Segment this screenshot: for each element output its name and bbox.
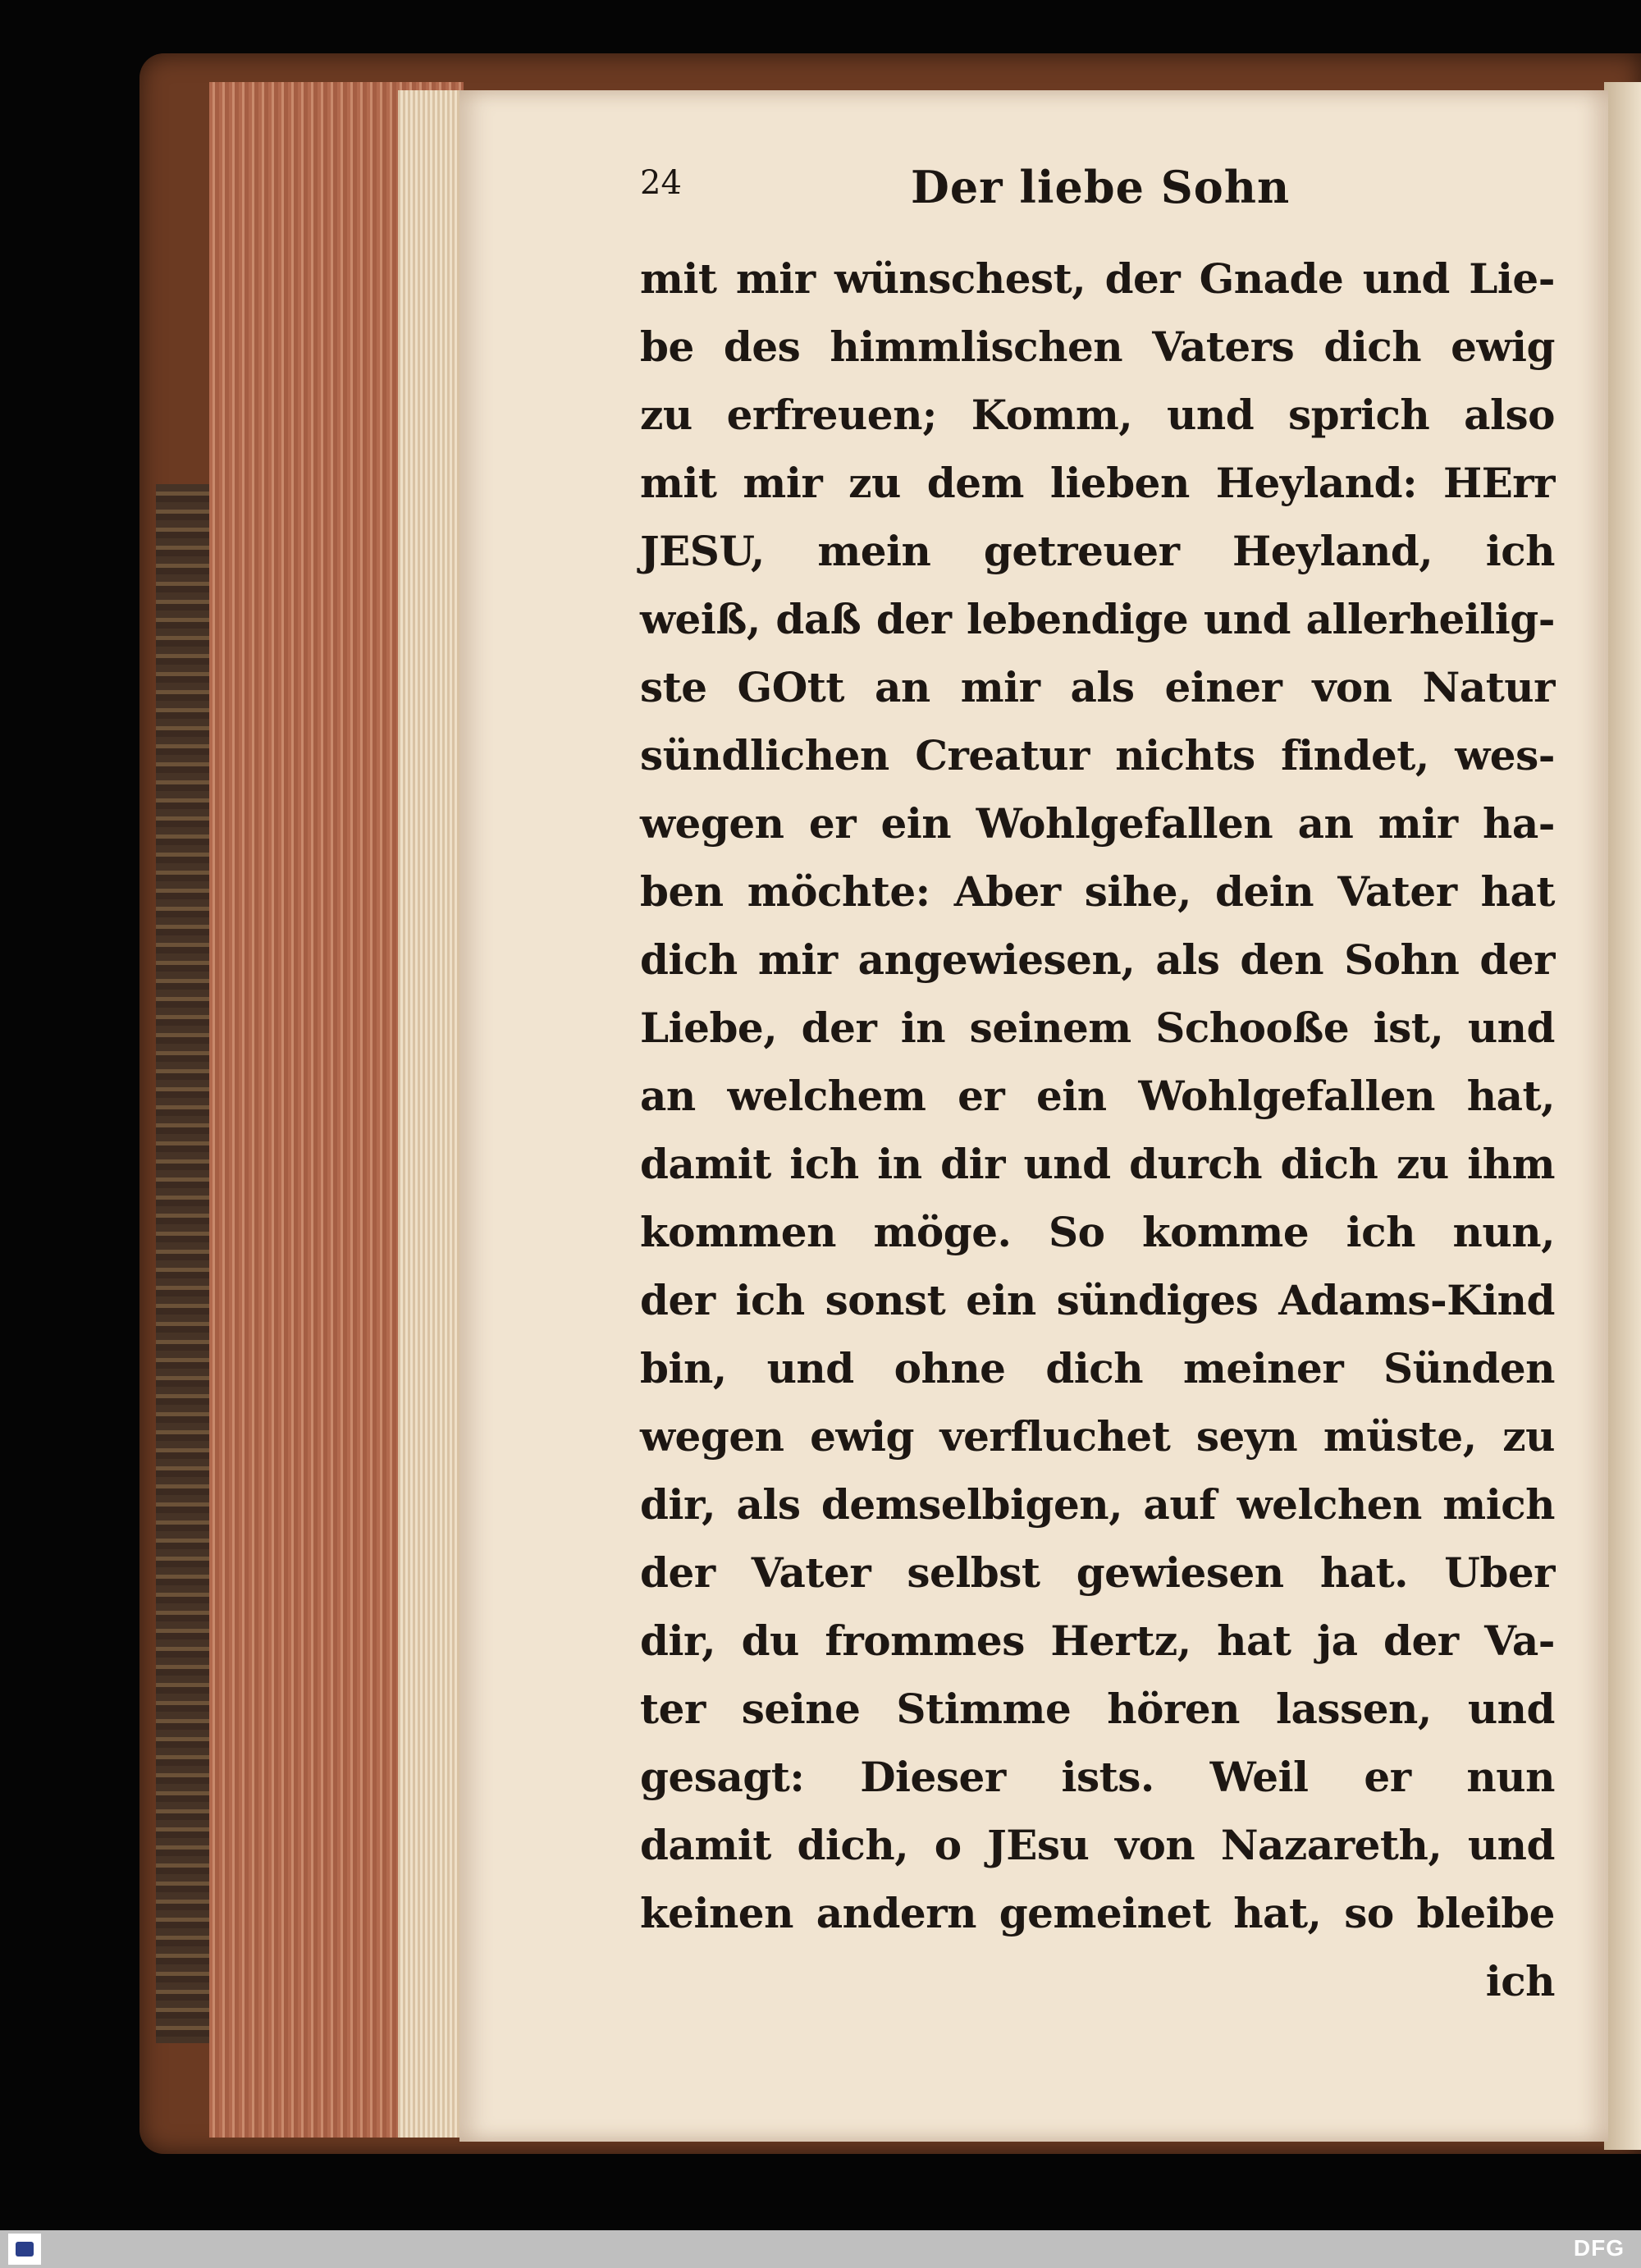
dfg-logo: DFG: [1573, 2235, 1625, 2261]
text-line: damit dich, o JEsu von Nazareth, und: [640, 1821, 1555, 1869]
text-line: kommen möge. So komme ich nun,: [640, 1208, 1555, 1256]
text-line: bin, und ohne dich meiner Sünden: [640, 1344, 1555, 1392]
text-line: weiß, daß der lebendige und allerheilig-: [640, 595, 1555, 643]
text-line: der Vater selbst gewiesen hat. Uber: [640, 1548, 1555, 1597]
page-edges-inner: [398, 90, 464, 2138]
text-line: wegen er ein Wohlgefallen an mir ha-: [640, 799, 1555, 848]
running-head: Der liebe Sohn: [911, 161, 1291, 213]
text-line: zu erfreuen; Komm, und sprich also: [640, 391, 1555, 439]
facing-page-edge: [1604, 82, 1641, 2150]
text-line: dich mir angewiesen, als den Sohn der: [640, 935, 1555, 984]
text-line: gesagt: Dieser ists. Weil er nun: [640, 1753, 1555, 1801]
page-number: 24: [640, 164, 682, 202]
text-line: mit mir wünschest, der Gnade und Lie-: [640, 254, 1555, 303]
text-line: JESU, mein getreuer Heyland, ich: [640, 527, 1555, 575]
text-line: damit ich in dir und durch dich zu ihm: [640, 1140, 1555, 1188]
text-line: be des himmlischen Vaters dich ewig: [640, 322, 1555, 371]
viewer-footer-bar: [0, 2230, 1641, 2268]
text-line: ste GOtt an mir als einer von Natur: [640, 663, 1555, 711]
text-line: keinen andern gemeinet hat, so bleibe: [640, 1889, 1555, 1937]
library-logo-icon: [8, 2234, 41, 2265]
text-line: mit mir zu dem lieben Heyland: HErr: [640, 459, 1555, 507]
page-text: [640, 246, 1555, 2017]
text-line: der ich sonst ein sündiges Adams-Kind: [640, 1276, 1555, 1324]
text-line: dir, als demselbigen, auf welchen mich: [640, 1480, 1555, 1529]
catchword: ich: [1485, 1957, 1555, 2005]
text-line: ter seine Stimme hören lassen, und: [640, 1685, 1555, 1733]
text-line: wegen ewig verfluchet seyn müste, zu: [640, 1412, 1555, 1461]
text-line: an welchem er ein Wohlgefallen hat,: [640, 1072, 1555, 1120]
text-line: sündlichen Creatur nichts findet, wes-: [640, 731, 1555, 780]
text-line: ben möchte: Aber sihe, dein Vater hat: [640, 867, 1555, 916]
text-line: dir, du frommes Hertz, hat ja der Va-: [640, 1616, 1555, 1665]
text-line: Liebe, der in seinem Schooße ist, und: [640, 1004, 1555, 1052]
